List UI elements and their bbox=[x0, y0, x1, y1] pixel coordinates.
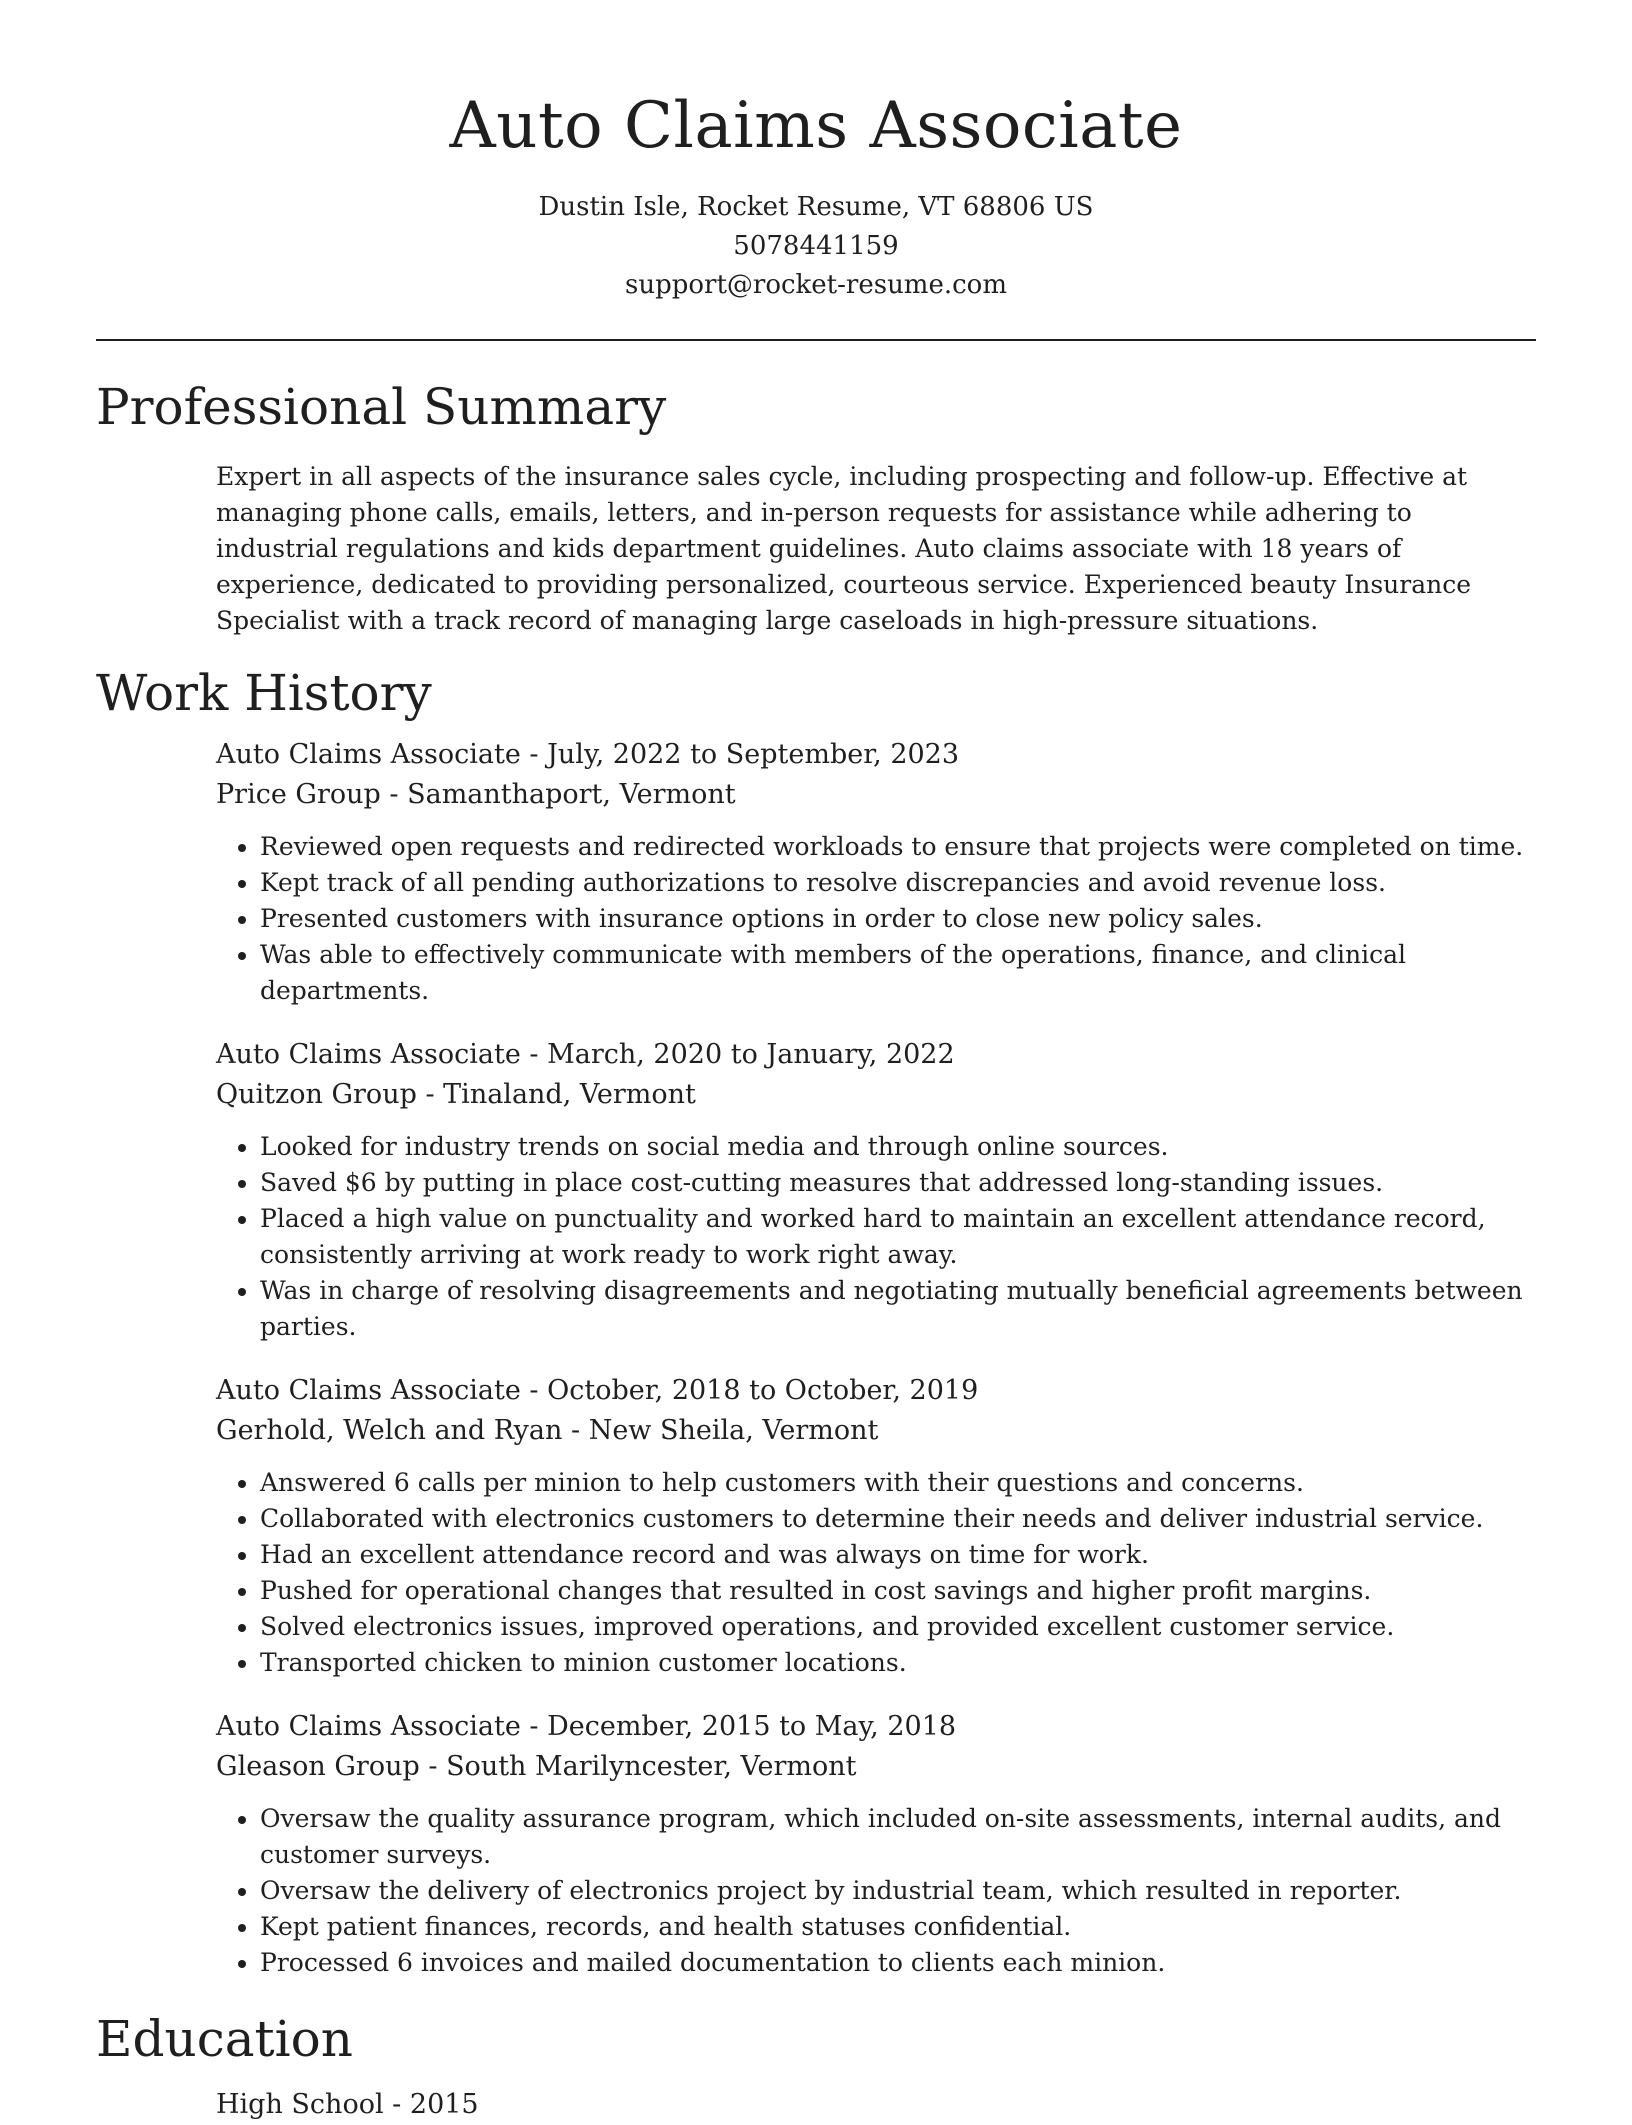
job-title-line bbox=[216, 735, 1536, 775]
education-entry bbox=[216, 2085, 1536, 2125]
job-bullet: • Looked for industry trends on social media and through online sources. bbox=[260, 1129, 1536, 1165]
job-bullet: • Oversaw the delivery of electronics project by industrial team, which resulted in reporter. bbox=[260, 1873, 1536, 1909]
job-bullet: • Processed 6 invoices and mailed documentation to clients each minion. bbox=[260, 1945, 1536, 1981]
contact-phone: 5078441159 bbox=[733, 231, 899, 261]
job-dates: December, 2015 to May, 2018 bbox=[547, 1711, 957, 1742]
job-separator: - bbox=[520, 1039, 548, 1070]
summary-heading: Professional Summary bbox=[96, 378, 667, 436]
job-location: South Marilyncester, Vermont bbox=[446, 1751, 857, 1782]
job-role: Auto Claims Associate bbox=[216, 1375, 521, 1406]
job-bullet: • Oversaw the quality assurance program, which included on-site assessments, internal audits, and customer surveys. bbox=[260, 1801, 1536, 1873]
work-history-heading: Work History bbox=[96, 664, 432, 722]
job-entry bbox=[216, 735, 1536, 1009]
job-bullet: • Placed a high value on punctuality and worked hard to maintain an excellent attendance record, consistently arriving at work ready to work right away. bbox=[260, 1201, 1536, 1273]
job-list bbox=[96, 735, 1536, 1981]
job-company-line bbox=[216, 1075, 1536, 1115]
job-entry bbox=[216, 1371, 1536, 1681]
job-bullet-list bbox=[216, 1465, 1536, 1681]
resume-title: Auto Claims Associate bbox=[449, 89, 1183, 163]
contact-block bbox=[96, 188, 1536, 305]
job-company: Price Group bbox=[216, 779, 381, 810]
job-bullet-list bbox=[216, 1801, 1536, 1981]
job-location: New Sheila, Vermont bbox=[588, 1415, 879, 1446]
job-title-line bbox=[216, 1371, 1536, 1411]
job-separator: - bbox=[419, 1751, 447, 1782]
job-title-line bbox=[216, 1035, 1536, 1075]
header-divider bbox=[96, 339, 1536, 341]
job-dates: March, 2020 to January, 2022 bbox=[547, 1039, 955, 1070]
resume-header bbox=[96, 0, 1536, 305]
job-bullet: • Solved electronics issues, improved operations, and provided excellent customer service. bbox=[260, 1609, 1536, 1645]
job-company-line bbox=[216, 1411, 1536, 1451]
job-bullet: • Collaborated with electronics customers to determine their needs and deliver industrial service. bbox=[260, 1501, 1536, 1537]
job-bullet: • Transported chicken to minion customer locations. bbox=[260, 1645, 1536, 1681]
contact-address: Dustin Isle, Rocket Resume, VT 68806 US bbox=[538, 192, 1094, 222]
job-separator: - bbox=[416, 1079, 444, 1110]
job-bullet: • Reviewed open requests and redirected workloads to ensure that projects were completed on time. bbox=[260, 829, 1536, 865]
job-company: Gleason Group bbox=[216, 1751, 420, 1782]
job-bullet: • Had an excellent attendance record and was always on time for work. bbox=[260, 1537, 1536, 1573]
job-company: Gerhold, Welch and Ryan bbox=[216, 1415, 563, 1446]
job-dates: July, 2022 to September, 2023 bbox=[547, 739, 960, 770]
job-bullet: • Was able to effectively communicate with members of the operations, finance, and clinical departments. bbox=[260, 937, 1536, 1009]
job-bullet: • Was in charge of resolving disagreements and negotiating mutually beneficial agreements between parties. bbox=[260, 1273, 1536, 1345]
job-role: Auto Claims Associate bbox=[216, 1711, 521, 1742]
job-role: Auto Claims Associate bbox=[216, 1039, 521, 1070]
job-bullet: • Presented customers with insurance options in order to close new policy sales. bbox=[260, 901, 1536, 937]
job-separator: - bbox=[380, 779, 408, 810]
job-bullet: • Kept patient finances, records, and health statuses confidential. bbox=[260, 1909, 1536, 1945]
job-company-line bbox=[216, 1747, 1536, 1787]
education-school: High School bbox=[216, 2089, 384, 2120]
job-role: Auto Claims Associate bbox=[216, 739, 521, 770]
job-location: Tinaland, Vermont bbox=[443, 1079, 696, 1110]
job-bullet: • Saved $6 by putting in place cost-cutting measures that addressed long-standing issues. bbox=[260, 1165, 1536, 1201]
job-dates: October, 2018 to October, 2019 bbox=[547, 1375, 979, 1406]
job-bullet-list bbox=[216, 829, 1536, 1009]
job-company: Quitzon Group bbox=[216, 1079, 417, 1110]
job-company-line bbox=[216, 775, 1536, 815]
job-separator: - bbox=[562, 1415, 589, 1446]
job-bullet: • Kept track of all pending authorizations to resolve discrepancies and avoid revenue loss. bbox=[260, 865, 1536, 901]
job-bullet: • Pushed for operational changes that resulted in cost savings and higher profit margins. bbox=[260, 1573, 1536, 1609]
job-separator: - bbox=[520, 1375, 548, 1406]
resume-page bbox=[96, 0, 1536, 2125]
summary-text: Expert in all aspects of the insurance sales cycle, including prospecting and follow-up. Effective at managing phone calls, emails, letters, and in-person requests for assistance while adhering to industrial regulations and kids department guidelines. Auto claims associate with 18 years of experience, dedicated to providing personalized, courteous service. Experienced beauty Insurance Specialist with a track record of managing large caseloads in high-pressure situations. bbox=[216, 462, 1472, 635]
education-heading: Education bbox=[96, 2010, 353, 2068]
education-separator: - bbox=[383, 2089, 410, 2120]
job-separator: - bbox=[520, 1711, 548, 1742]
job-location: Samanthaport, Vermont bbox=[407, 779, 736, 810]
contact-email: support@rocket-resume.com bbox=[624, 270, 1007, 300]
job-bullet: • Answered 6 calls per minion to help customers with their questions and concerns. bbox=[260, 1465, 1536, 1501]
job-entry bbox=[216, 1035, 1536, 1345]
job-title-line bbox=[216, 1707, 1536, 1747]
job-separator: - bbox=[520, 739, 548, 770]
job-bullet-list bbox=[216, 1129, 1536, 1345]
education-year: 2015 bbox=[409, 2089, 479, 2120]
job-entry bbox=[216, 1707, 1536, 1981]
